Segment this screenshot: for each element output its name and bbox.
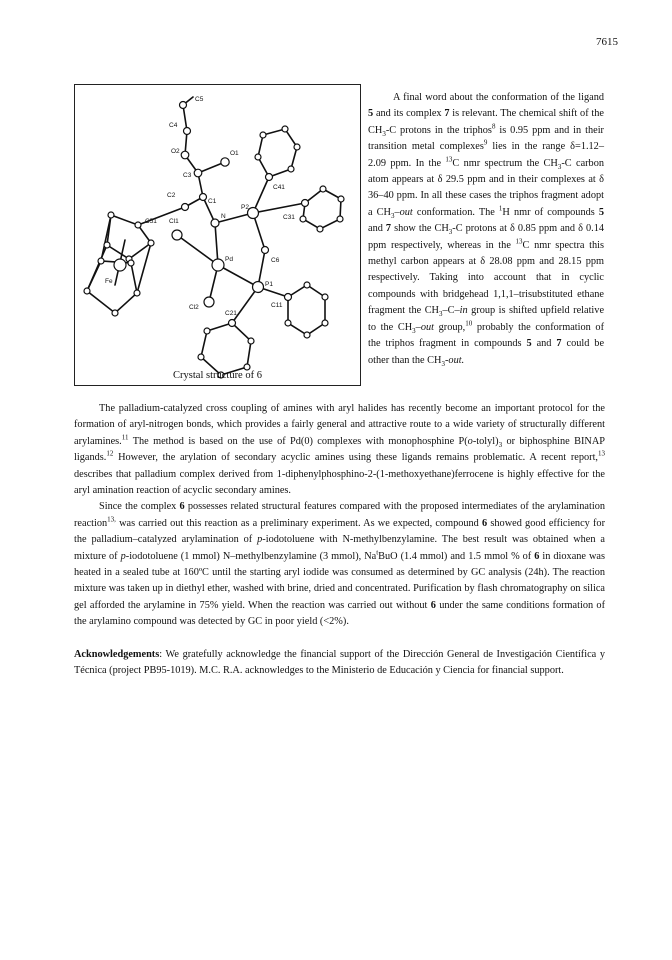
atom-label: Pd [225, 256, 233, 263]
atom-label: C1 [208, 198, 217, 205]
atom-label: Fe [105, 278, 113, 285]
atom-label: C3 [183, 172, 192, 179]
paragraph-amination-intro: The palladium-catalyzed cross coupling of amines with aryl halides has recently become an important protocol for the formation of aryl-nitrogen bonds, which provides a fairly general and attractive route to a wide variety of structurally different arylamines.$^{11}$ The method is based on the use of Pd(0) complexes with monophosphine $P(o-tolyl)_3$ or biphosphine BINAP ligands.$^{12}$ However, the arylation of secondary acyclic amines using these ligands remains problematic. A recent report,$^{13}$ describes that palladium complex derived from 1-diphenylphosphino-2-(1-methoxyethane)ferrocene is highly effective for the aryl amination reaction of acyclic secondary amines. [74, 403, 606, 497]
acknowledgements: Acknowledgements: We gratefully acknowledge the financial support of the Dirección General de Investigación Científica y Técnica (project PB95-1019). M.C. R.A. acknowledges to the Ministerio de Educación y Ciencia for financial support. [74, 648, 605, 677]
atom-label: O2 [171, 148, 180, 155]
atom-label: Cl1 [169, 218, 179, 225]
atom-label: C41 [273, 184, 285, 191]
main-body [74, 401, 605, 680]
acknowledgements-heading: Acknowledgements [74, 648, 160, 660]
atom-label: C6 [271, 257, 280, 264]
atom-label: P1 [265, 281, 273, 288]
page-number: 7615 [596, 36, 618, 48]
atom-label: C4 [169, 122, 178, 129]
figure-caption: Crystal structure of 6 [173, 370, 262, 381]
atom-label: P2 [241, 204, 249, 211]
crystal-structure-figure [74, 84, 361, 386]
atom-label: N [221, 213, 226, 220]
atom-label: C5 [195, 96, 204, 103]
atom-label: Cl2 [189, 304, 199, 311]
side-paragraph: A final word about the conformation of the ligand 5 and its complex 7 is relevant. The chemical shift of the $CH_3-C$ protons in the triphos$^8$ is 0.95 ppm and in their transition metal complexes$^9$ lies in the range δ=1.12–2.09 ppm. In the $^{13}$C nmr spectrum the $CH_3-C$ carbon atom appears at δ 29.5 ppm and in their complexes at δ 36–40 ppm. In all these cases the triphos fragment adopt a $CH_3$–out conformation. The $^1$H nmr of compounds 5 and 7 show the $CH_3-C$ protons at δ 0.85 ppm and δ 0.14 ppm respectively, whereas in the $^{13}$C nmr spectra this methyl carbon appears at δ 28.08 ppm and 28.15 ppm respectively. Taking into account that in cyclic compounds with bridgehead 1,1,1–trisubstituted ethane fragment the $CH_3-C-in$ group is shifted upfield relative to the $CH_3$–out group,$^{10}$ probably the conformation of the triphos fragment in compounds 5 and 7 could be other than the $CH_3$-out. [368, 92, 605, 368]
paragraph-experiment: Since the complex 6 possesses related structural features compared with the proposed intermediates of the arylamination reaction$^{13,}$ was carried out this reaction as a preliminary experiment. As we expected, compound 6 showed good efficiency for the palladium–catalyzed arylamination of p-iodotoluene with N-methylbenzylamine. The best result was obtained when a mixture of p-iodotoluene (1 mmol) N–methylbenzylamine (3 mmol), Na$^t$BuO (1.4 mmol) and 1.5 mmol % of 6 in dioxane was heated in a sealed tube at 160ºC until the starting aryl iodide was consumed as determined by GC analysis (24h). The reaction mixture was taken up in diethyl ether, washed with brine, dried and concentrated. Purification by flash chromatography on silica gel afforded the arylamine in 75% yield. When the reaction was carried out without 6 under the same conditions formation of the arylamino compound was detected by GC in poor yield (<2%). [74, 501, 606, 628]
atom-label: C51 [145, 218, 157, 225]
atom-label: C2 [167, 192, 176, 199]
atom-label: C11 [271, 302, 283, 309]
atom-label: C31 [283, 214, 295, 221]
atom-label: O1 [230, 150, 239, 157]
atom-label: C21 [225, 310, 237, 317]
crystal-structure-drawing [75, 85, 360, 385]
